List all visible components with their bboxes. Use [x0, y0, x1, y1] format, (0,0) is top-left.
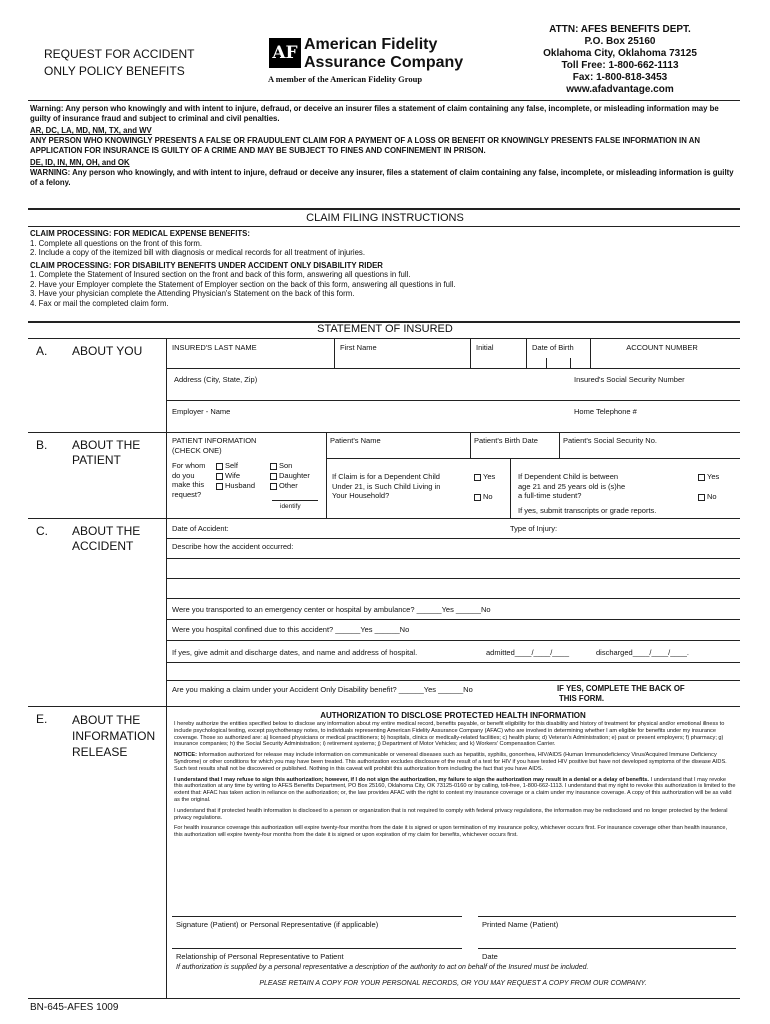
insured-last-name-field[interactable]: INSURED'S LAST NAME — [172, 343, 257, 352]
section-a-title: ABOUT YOU — [72, 344, 143, 358]
checkbox-icon — [698, 474, 705, 481]
disability-claim-question[interactable]: Are you making a claim under your Accident Only Disability benefit? ______Yes ______No — [172, 685, 473, 694]
authorization-text: I hereby authorize the entities specified below to disclose any information about my entire medical record, benefits payable, or benefit eligibility for this disability and history of treatment for physical and/or emotional illness to include psychological testing, except psychotherapy notes, to individuals representing American Fidelity Assurance Company (AFAC) who are involved in determining whether I am eligible for benefits under my insurance coverage. Those so authorized are: a) licensed physicians or medical practitioners; b) hospitals, clinics or medically-related facilities; c) health plans; d) Veteran's Administration; e) past or present employers; f) pharmacy; g) insurance companies; h) the Social Security Administration; i) retirement systems; j) Department of Motor Vehicles; and k) Workers' Compensation Carrier. NOTICE: Information authorized for release may include information on communicable or venereal diseases such as hepatitis, syphilis, gonorrhea, HIV/AIDS (Human Immunodeficiency Virus/Acquired Immune Deficiency Syndrome) or other conditions for which you may have been treated. This authorization excludes disclosure of the result of a test for HIV if you have tested HIV positive but have not developed symptoms of the disease AIDS. Such test results shall not be discovered or published. Nothing in this caveat will prohibit this authorization from including the fact that you have AIDS. I understand that I may refuse to sign this authorization; however, if I do not sign the authorization, my failure to sign the authorization may result in a denial or a delay of benefits. I understand that I may revoke this authorization at any time by writing to AFES Benefits Department, PO Box 25160, Oklahoma City, OK 73125-0160 or by calling, toll-free, 1-800-662-1113. I understand that my right to revoke this authorization is limited to the extent that: AFAC has taken action in reliance on the authorization; or, the law provides AFAC with the right to contest my insurance coverage or a claim under my insurance coverage. A copy of this authorization will be as valid as the original. I understand that if protected health information is disclosed to a person or organization that is not required to comply with federal privacy regulations, the information may be redisclosed and no longer protected by the federal privacy regulations. For health insurance coverage this authorization will expire twenty-four months from the date it is signed or upon termination of my insurance policy, whichever occurs first. For insurance coverage other than health insurance, this authorization will expire twenty-four months from the date it is signed or upon expiration of my claim for benefits, whichever occurs first. — [174, 721, 736, 839]
form-title: REQUEST FOR ACCIDENT ONLY POLICY BENEFITS — [44, 47, 195, 78]
for-whom-label: For whom do you make this request? — [172, 461, 206, 499]
checkbox-son[interactable]: Son — [270, 461, 292, 471]
home-telephone-field[interactable]: Home Telephone # — [574, 407, 637, 416]
checkbox-icon — [216, 483, 223, 490]
dependent-household-question: If Claim is for a Dependent Child Under 21, is Such Child Living in Your Household? — [332, 472, 441, 500]
student-yes-checkbox[interactable]: Yes — [698, 472, 719, 482]
company-name-line2: Assurance Company — [304, 54, 464, 71]
af-logo-mark: AF — [269, 38, 301, 68]
student-question: If Dependent Child is between age 21 and 25 years old is (s)he a full-time student? — [518, 472, 626, 500]
patient-ssn-field[interactable]: Patient's Social Security No. — [563, 436, 657, 445]
checkbox-icon — [474, 474, 481, 481]
checkbox-icon — [270, 463, 277, 470]
patient-information-label: PATIENT INFORMATION (CHECK ONE) — [172, 436, 257, 455]
instructions-title: CLAIM FILING INSTRUCTIONS — [306, 212, 464, 224]
identify-label: identify — [280, 503, 301, 510]
checkbox-wife[interactable]: Wife — [216, 471, 240, 481]
retain-copy-note: PLEASE RETAIN A COPY FOR YOUR PERSONAL RECORDS, OR YOU MAY REQUEST A COPY FROM OUR COMPANY. — [259, 980, 647, 987]
admitted-date-field[interactable]: admitted____/____/____ — [486, 648, 569, 657]
checkbox-other[interactable]: Other — [270, 481, 298, 491]
discharged-date-field[interactable]: discharged____/____/____. — [596, 648, 689, 657]
checkbox-icon — [474, 494, 481, 501]
ambulance-question[interactable]: Were you transported to an emergency center or hospital by ambulance? ______Yes ______No — [172, 605, 491, 614]
section-b-letter: B. — [36, 438, 48, 452]
account-number-field[interactable]: ACCOUNT NUMBER — [626, 343, 698, 352]
checkbox-self[interactable]: Self — [216, 461, 238, 471]
transcripts-note: If yes, submit transcripts or grade reports. — [518, 506, 657, 515]
patient-birth-date-field[interactable]: Patient's Birth Date — [474, 436, 538, 445]
checkbox-daughter[interactable]: Daughter — [270, 471, 310, 481]
date-of-birth-field[interactable]: Date of Birth — [532, 343, 574, 352]
checkbox-icon — [270, 483, 277, 490]
type-of-injury-field[interactable]: Type of Injury: — [510, 524, 558, 533]
checkbox-icon — [270, 473, 277, 480]
insured-ssn-field[interactable]: Insured's Social Security Number — [574, 375, 685, 384]
household-yes-checkbox[interactable]: Yes — [474, 472, 495, 482]
mailing-address: ATTN: AFES BENEFITS DEPT. P.O. Box 25160 Oklahoma City, Oklahoma 73125 Toll Free: 1-800-662-1113 Fax: 1-800-818-3453 www.afadvantage.com — [543, 24, 697, 95]
section-e-title: ABOUT THE INFORMATION RELEASE — [72, 713, 156, 759]
employer-name-field[interactable]: Employer - Name — [172, 407, 231, 416]
checkbox-icon — [698, 494, 705, 501]
patient-name-field[interactable]: Patient's Name — [330, 436, 381, 445]
authorization-title: AUTHORIZATION TO DISCLOSE PROTECTED HEALTH INFORMATION — [320, 711, 586, 720]
address-field[interactable]: Address (City, State, Zip) — [174, 375, 258, 384]
representative-note: If authorization is supplied by a personal representative a description of the authority to act on behalf of the Insured must be included. — [176, 964, 589, 971]
household-no-checkbox[interactable]: No — [474, 492, 493, 502]
statement-title: STATEMENT OF INSURED — [317, 323, 453, 335]
relationship-field[interactable]: Relationship of Personal Representative to Patient — [176, 952, 344, 961]
initial-field[interactable]: Initial — [476, 343, 494, 352]
hospital-confined-question[interactable]: Were you hospital confined due to this accident? ______Yes ______No — [172, 625, 410, 634]
first-name-field[interactable]: First Name — [340, 343, 377, 352]
checkbox-icon — [216, 473, 223, 480]
fraud-warnings: Warning: Any person who knowingly and with intent to injure, defraud, or deceive an insurer files a statement of claim containing any false, incomplete, or misleading information may be guilty of insurance fraud and subject to criminal and civil penalties. AR, DC, LA, MD, NM, TX, and WV ANY PERSON WHO KNOWINGLY PRESENTS A FALSE OR FRAUDULENT CLAIM FOR A PAYMENT OF A LOSS OR BENEFIT OR KNOWINGLY PRESENTS FALSE INFORMATION IN AN APPLICATION FOR INSURANCE IS GUILTY OF A CRIME AND MAY BE SUBJECT TO FINES AND CONFINEMENT IN PRISON. DE, ID, IN, MN, OH, and OK WARNING: Any person who knowingly, and with intent to injure, defraud or deceive any insurer, files a statement of claim containing any false, incomplete, or misleading information is guilty of a felony. — [30, 104, 734, 187]
checkbox-husband[interactable]: Husband — [216, 481, 255, 491]
printed-name-field[interactable]: Printed Name (Patient) — [482, 920, 559, 929]
section-e-letter: E. — [36, 712, 48, 726]
section-c-title: ABOUT THE ACCIDENT — [72, 524, 141, 553]
checkbox-icon — [216, 463, 223, 470]
signature-field[interactable]: Signature (Patient) or Personal Representative (if applicable) — [176, 920, 379, 929]
form-number: BN-645-AFES 1009 — [30, 1002, 119, 1013]
company-name-line1: American Fidelity — [304, 36, 438, 53]
section-c-letter: C. — [36, 524, 48, 538]
section-a-letter: A. — [36, 344, 48, 358]
company-tagline: A member of the American Fidelity Group — [268, 74, 423, 84]
claim-instructions: CLAIM PROCESSING: FOR MEDICAL EXPENSE BENEFITS: 1. Complete all questions on the front of this form. 2. Include a copy of the itemized bill with diagnosis or medical records for all treatment of injuries. CLAIM PROCESSING: FOR DISABILITY BENEFITS UNDER ACCIDENT ONLY DISABILITY RIDER 1. Complete the Statement of Insured section on the front and back of this form, answering all questions in full. 2. Have your Employer complete the Statement of Employer section on the back of this form, answering all questions in full. 3. Have your physician complete the Attending Physician's Statement on the back of this form. 4. Fax or mail the completed claim form. — [30, 229, 456, 308]
signature-date-field[interactable]: Date — [482, 952, 498, 961]
admit-discharge-question: If yes, give admit and discharge dates, and name and address of hospital. — [172, 648, 418, 657]
student-no-checkbox[interactable]: No — [698, 492, 717, 502]
date-of-accident-field[interactable]: Date of Accident: — [172, 524, 229, 533]
section-b-title: ABOUT THE PATIENT — [72, 438, 141, 467]
complete-back-note: IF YES, COMPLETE THE BACK OF THIS FORM. — [557, 684, 685, 703]
accident-description-field[interactable]: Describe how the accident occurred: — [172, 542, 294, 551]
